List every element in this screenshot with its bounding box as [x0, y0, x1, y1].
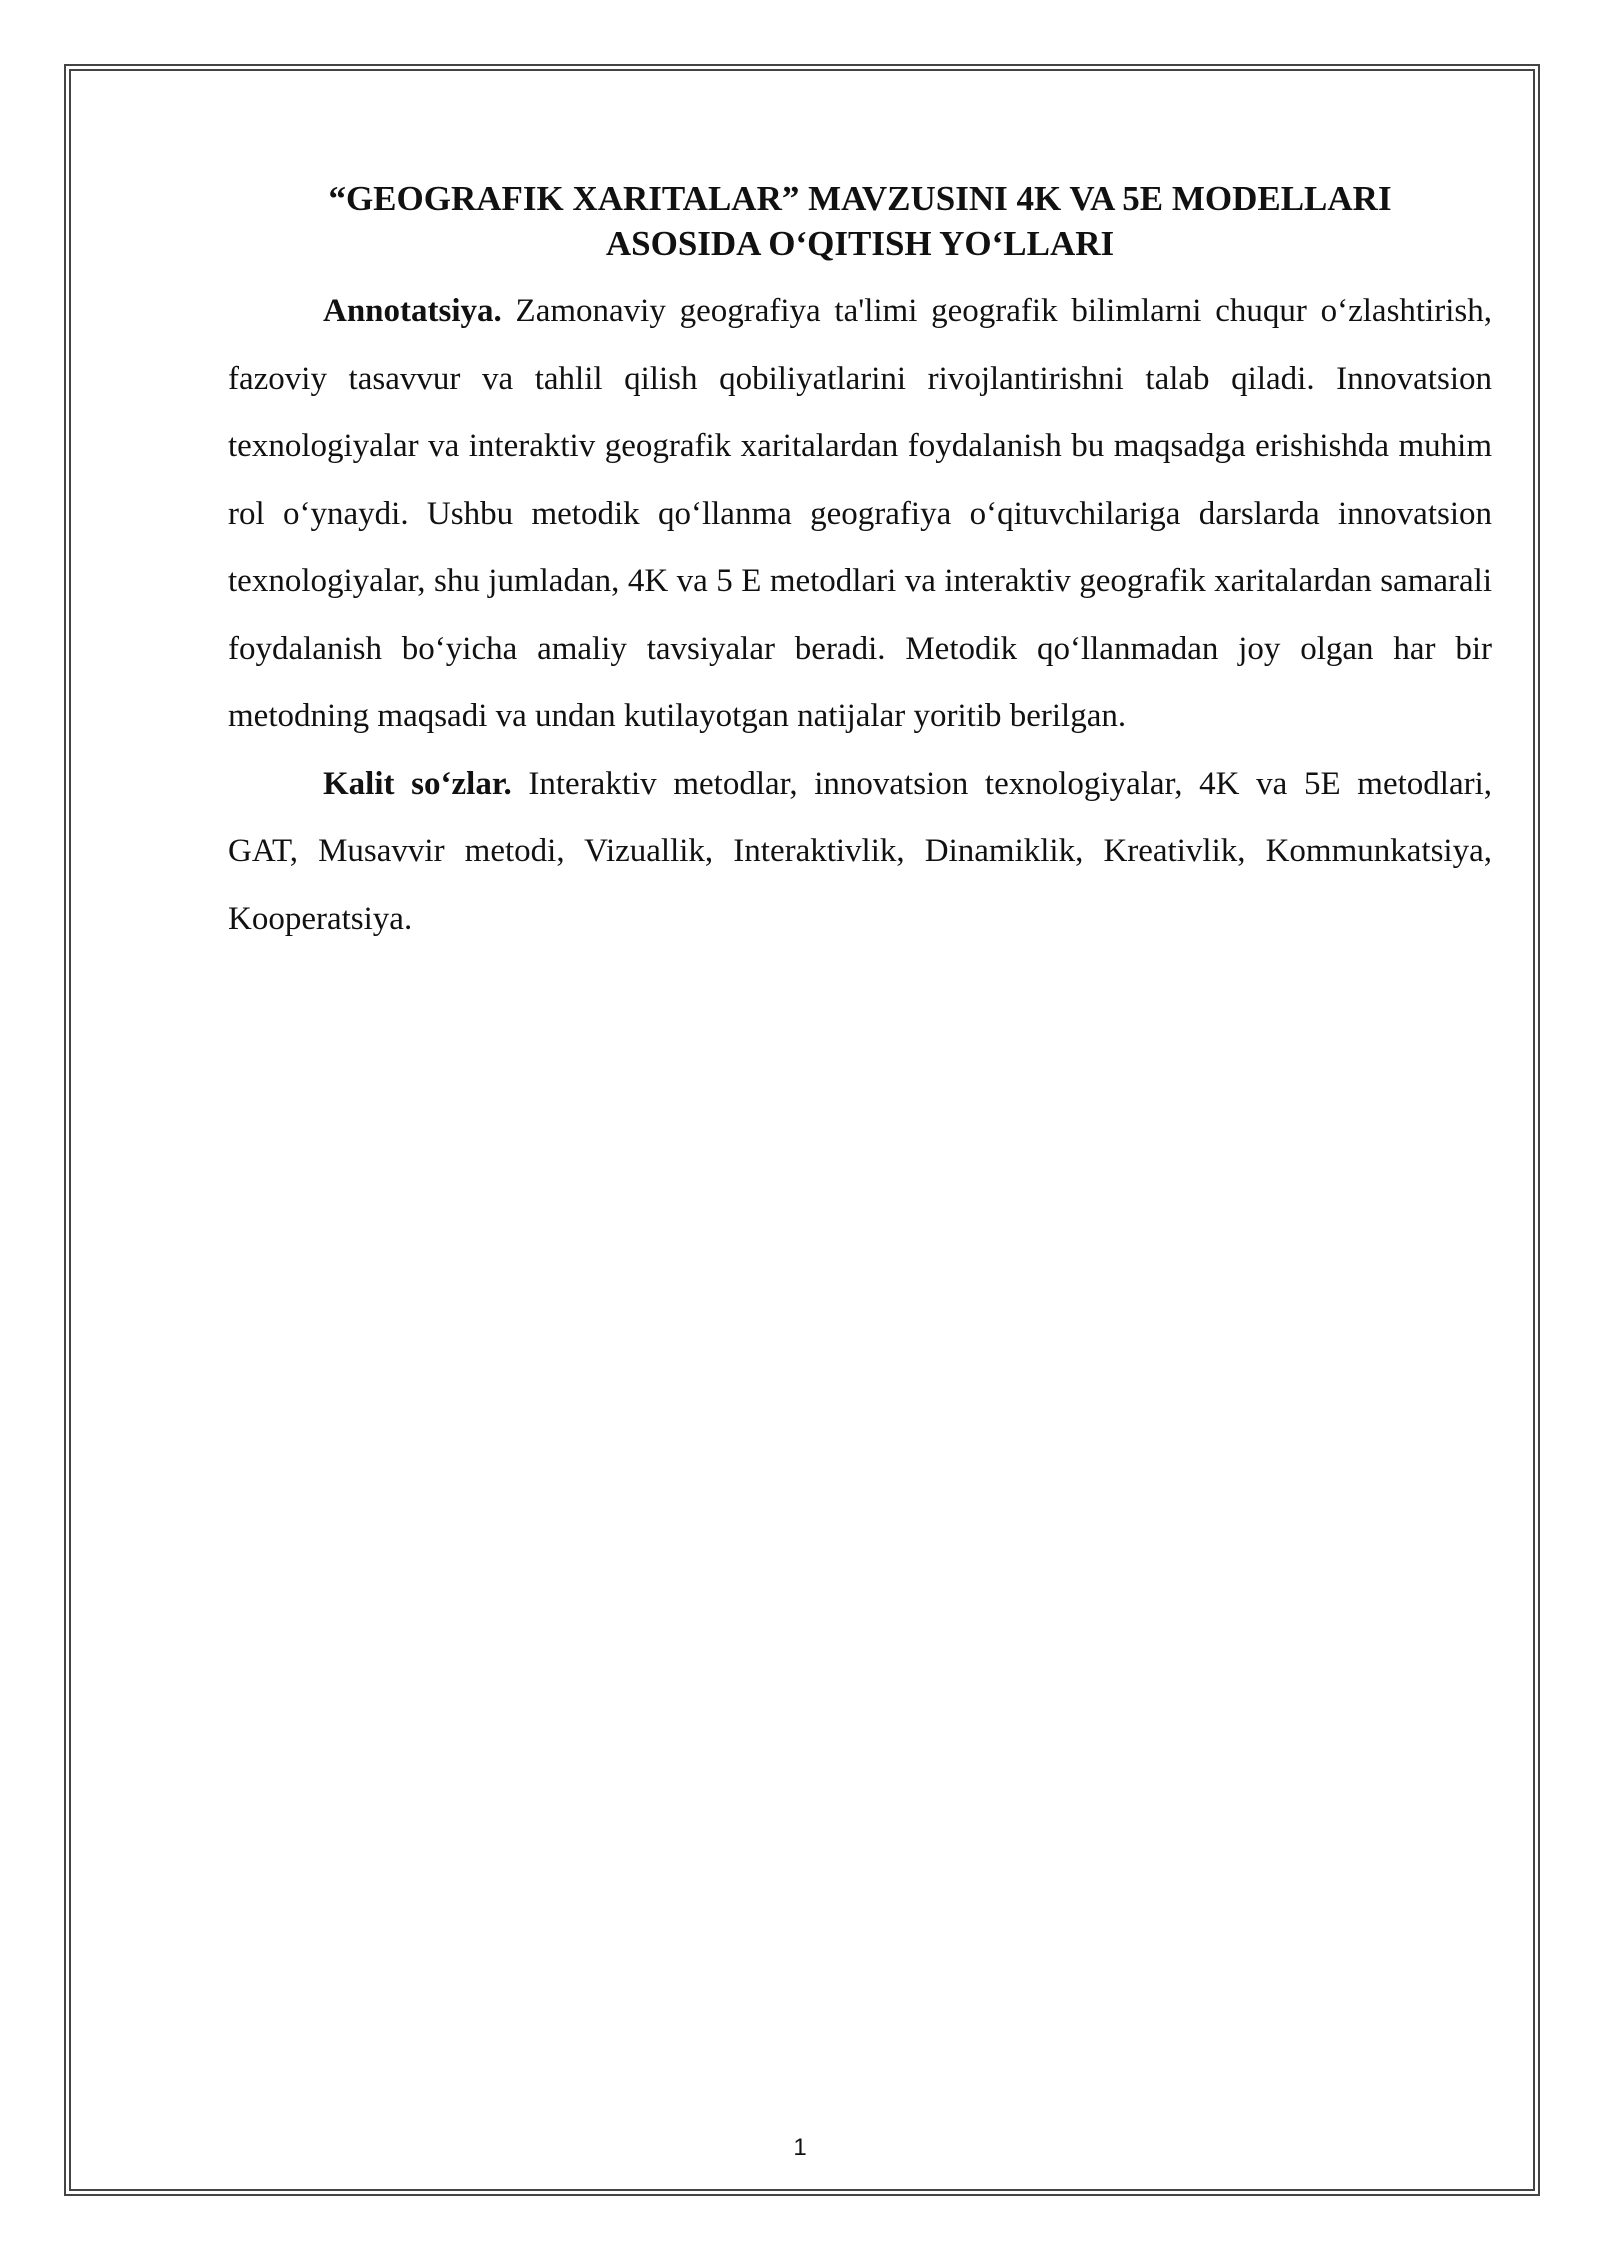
- title-line-1: “GEOGRAFIK XARITALAR” MAVZUSINI 4K VA 5E MODELLARI: [328, 179, 1392, 218]
- keywords-paragraph: [228, 751, 1492, 954]
- keywords-label: Kalit so‘zlar.: [323, 765, 512, 802]
- title-line-2: ASOSIDA O‘QITISH YO‘LLARI: [605, 224, 1115, 263]
- annotation-paragraph: [228, 278, 1492, 751]
- annotation-text: Zamonaviy geografiya ta'limi geografik bilimlarni chuqur o‘zlashtirish, fazoviy tasavvur va tahlil qilish qobiliyatlarini rivojlantirishni talab qiladi. Innovatsion texnologiyalar va interaktiv geografik xaritalardan foydalanish bu maqsadga erishishda muhim rol o‘ynaydi. Ushbu metodik qo‘llanma geografiya o‘qituvchilariga darslarda innovatsion texnologiyalar, shu jumladan, 4K va 5 E metodlari va interaktiv geografik xaritalardan samarali foydalanish bo‘yicha amaliy tavsiyalar beradi. Metodik qo‘llanmadan joy olgan har bir metodning maqsadi va undan kutilayotgan natijalar yoritib berilgan.: [228, 293, 1493, 734]
- annotation-label: Annotatsiya.: [323, 293, 502, 329]
- document-content: [228, 176, 1492, 953]
- page-number: 1: [793, 2134, 807, 2161]
- keywords-text: Interaktiv metodlar, innovatsion texnologiyalar, 4K va 5E metodlari, GAT, Musavvir metodi, Vizuallik, Interaktivlik, Dinamiklik, Kreativlik, Kommunkatsiya, Kooperatsiya.: [228, 765, 1493, 937]
- document-title: [228, 176, 1492, 266]
